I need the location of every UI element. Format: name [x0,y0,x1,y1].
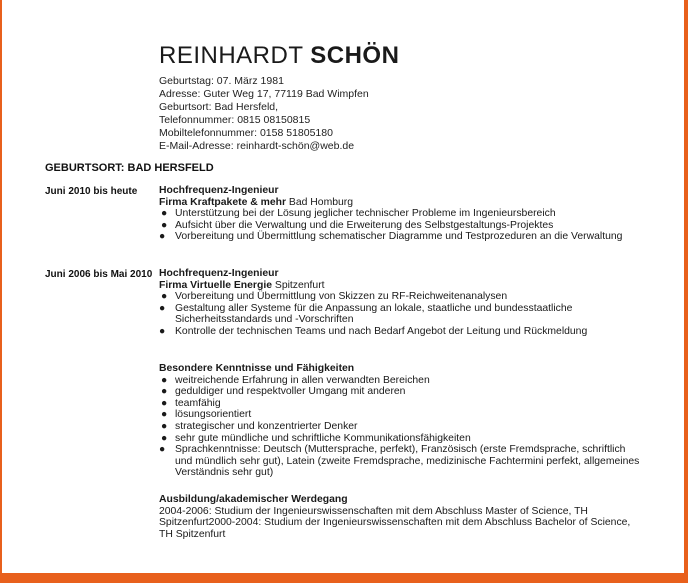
job-date: Juni 2006 bis Mai 2010 [45,269,153,280]
education-title: Ausbildung/akademischer Werdegang [159,494,348,505]
job-content [159,268,645,338]
list-item: ● Sprachkenntnisse: Deutsch (Muttersprache, perfekt), Französisch (erste Fremdsprache, schriftlich und mündlich sehr gut), Latein (zweite Fremdsprache, medizinische Fachtermini perfekt, allgemeines Verständnis sehr gut) [159,444,640,479]
list-item: ● weitreichende Erfahrung in allen verwandten Bereichen [161,374,430,386]
bullet-icon: ● [161,219,168,231]
firm-city: Spitzenfurt [272,279,325,291]
list-item: ● sehr gute mündliche und schriftliche Kommunikationsfähigkeiten [161,432,471,444]
job-title: Hochfrequenz-Ingenieur [159,185,279,196]
list-item: ● teamfähig [161,397,221,409]
firm-name: Firma Kraftpakete & mehr [159,196,287,208]
list-item: ● Kontrolle der technischen Teams und nach Bedarf Angebot der Leitung und Rückmeldung [159,325,588,337]
candidate-name [159,42,399,70]
list-item: ● lösungsorientiert [161,409,252,421]
frame-right-border [684,0,688,583]
frame-bottom-border [0,573,688,583]
bullet-icon: ● [159,325,166,337]
job-content [159,185,645,243]
list-item: ● Aufsicht über die Verwaltung und die Erweiterung des Selbstgestaltungs-Projektes [161,219,554,231]
frame-left-border [0,0,2,583]
bullet-icon: ● [161,397,168,409]
skills-bullets [159,375,645,479]
firm-city: Bad Homburg [286,196,354,208]
bullet-icon: ● [161,374,168,386]
job-bullets [159,291,645,337]
contact-phone: Telefonnummer: 0815 08150815 [159,113,311,126]
education-text: 2004-2006: Studium der Ingenieurswissenschaften mit dem Abschluss Master of Science, TH Spitzenfurt2000-2004: Studium der Ingenieurswissenschaften mit dem Abschluss Bachelor of Science, TH Spitzenfurt [159,505,631,540]
list-item: ● geduldiger und respektvoller Umgang mit anderen [161,386,406,398]
list-item: ● Unterstützung bei der Lösung jeglicher technischer Probleme im Ingenieursbereich [161,208,556,220]
skills-title: Besondere Kenntnisse und Fähigkeiten [159,363,355,374]
bullet-icon: ● [159,302,166,314]
contact-birthday: Geburtstag: 07. März 1981 [159,75,284,87]
bullet-icon: ● [159,444,166,456]
bullet-icon: ● [161,432,168,444]
education-section [159,494,645,540]
list-item: ● Vorbereitung und Übermittlung von Skizzen zu RF-Reichweitenanalysen [161,291,508,303]
contact-birthplace: Geburtsort: Bad Hersfeld, [159,100,279,113]
list-item: ● Gestaltung aller Systeme für die Anpassung an lokale, staatliche und bundesstaatliche Sicherheitsstandards und -Vorschriften [159,302,573,326]
firm-name: Firma Virtuelle Energie [159,279,272,291]
skills-section [159,363,645,479]
job-bullets [159,208,645,243]
contact-address: Adresse: Guter Weg 17, 77119 Bad Wimpfen [159,87,369,100]
bullet-icon: ● [161,208,168,220]
contact-email: E-Mail-Adresse: reinhardt-schön@web.de [159,139,355,152]
list-item: ● Vorbereitung und Übermittlung schematischer Diagramme und Testprozeduren an die Verwaltung [159,231,623,243]
bullet-icon: ● [159,231,166,243]
first-name: REINHARDT [159,42,304,69]
list-item: ● strategischer und konzentrierter Denker [161,420,358,432]
job-date: Juni 2010 bis heute [45,186,138,197]
contact-mobile: Mobiltelefonnummer: 0158 51805180 [159,126,333,139]
bullet-icon: ● [161,409,168,421]
bullet-icon: ● [161,291,168,303]
section-heading: GEBURTSORT: BAD HERSFELD [45,162,214,174]
job-firm [159,280,645,292]
last-name: SCHÖN [310,42,400,69]
bullet-icon: ● [161,386,168,398]
job-firm [159,197,645,209]
contact-details [159,75,369,152]
job-title: Hochfrequenz-Ingenieur [159,268,279,279]
bullet-icon: ● [161,420,168,432]
